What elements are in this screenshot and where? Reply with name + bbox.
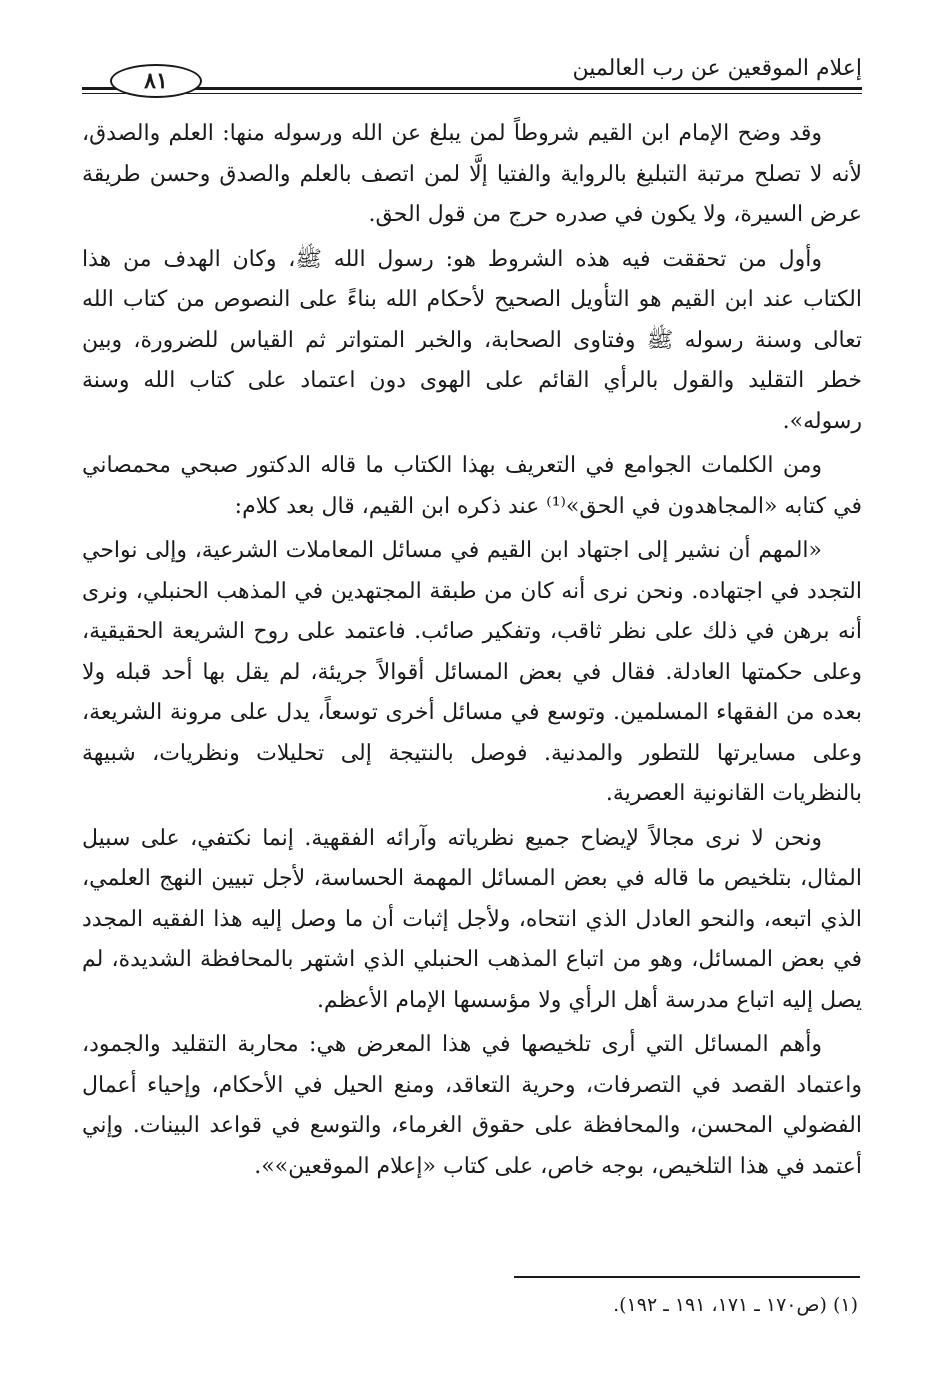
- footnote-separator: [514, 1276, 860, 1278]
- footnote-1: (١) (ص١٧٠ ـ ١٧١، ١٩١ ـ ١٩٢).: [613, 1294, 858, 1316]
- paragraph-quote-method: ونحن لا نرى مجالاً لإيضاح جميع نظرياته وآرائه الفقهية. إنما نكتفي، على سبيل المثال، بتلخيص ما قاله في بعض المسائل المهمة الحساسة، لأجل تبيين النهج العلمي، الذي اتبعه، والنحو العادل الذي انتحاه، ولأجل إثبات أن ما وصل إليه هذا الفقيه المجدد في بعض المسائل، وهو من اتباع المذهب الحنبلي الذي اشتهر بالمحافظة الشديدة، لم يصل إليه اتباع مدرسة أهل الرأي ولا مؤسسها الإمام الأعظم.: [82, 825, 862, 1013]
- paragraph-conditions: وقد وضح الإمام ابن القيم شروطاً لمن يبلغ عن الله ورسوله منها: العلم والصدق، لأنه لا تصلح مرتبة التبليغ بالرواية والفتيا إلَّا لمن اتصف بالعلم والصدق وحسن طريقة عرض السيرة، ولا يكون في صدره حرج من قول الحق.: [82, 121, 862, 227]
- paragraph-mahmasani-intro: ومن الكلمات الجوامع في التعريف بهذا الكتاب ما قاله الدكتور صبحي محمصاني في كتابه «المجاهدون في الحق»⁽¹⁾ عند ذكره ابن القيم، قال بعد كلام:: [82, 453, 862, 519]
- paragraph-quote-issues: وأهم المسائل التي أرى تلخيصها في هذا المعرض هي: محاربة التقليد والجمود، واعتماد القصد في التصرفات، وحرية التعاقد، ومنع الحيل في الأحكام، وإحياء أعمال الفضولي المحسن، والمحافظة على حقوق الغرماء، والتوسع في قواعد البينات. وإني أعتمد في هذا التلخيص، بوجه خاص، على كتاب «إعلام الموقعين»».: [82, 1032, 862, 1179]
- header-rule-thick: [82, 87, 862, 90]
- header-rule-thin: [82, 93, 862, 94]
- page-number: ٨١: [110, 64, 202, 98]
- paragraph-quote-ijtihad: «المهم أن نشير إلى اجتهاد ابن القيم في مسائل المعاملات الشرعية، وإلى نواحي التجدد في اجتهاده. ونحن نرى أنه كان من طبقة المجتهدين في المذهب الحنبلي، ونرى أنه برهن في ذلك على نظر ثاقب، وتفكير صائب. فاعتمد على روح الشريعة الحقيقية، وعلى حكمتها العادلة. فقال في بعض المسائل أقوالاً جريئة، لم يقل بها أحد قبله ولا بعده من الفقهاء المسلمين. وتوسع في مسائل أخرى توسعاً، يدل على مرونة الشريعة، وعلى مسايرتها للتطور والمدنية. فوصل بالنتيجة إلى تحليلات ونظريات، شبيهة بالنظريات القانونية العصرية.: [82, 538, 862, 806]
- paragraph-book-purpose: وأول من تحققت فيه هذه الشروط هو: رسول الله ﷺ، وكان الهدف من هذا الكتاب عند ابن القيم هو التأويل الصحيح لأحكام الله بناءً على النصوص من كتاب الله تعالى وسنة رسوله ﷺ وفتاوى الصحابة، والخبر المتواتر ثم القياس للضرورة، وبين خطر التقليد والقول بالرأي القائم على الهوى دون اعتماد على كتاب الله وسنة رسوله».: [82, 246, 862, 434]
- running-title: إعلام الموقعين عن رب العالمين: [572, 56, 862, 81]
- page-header: [82, 48, 862, 98]
- main-text: [82, 114, 862, 1187]
